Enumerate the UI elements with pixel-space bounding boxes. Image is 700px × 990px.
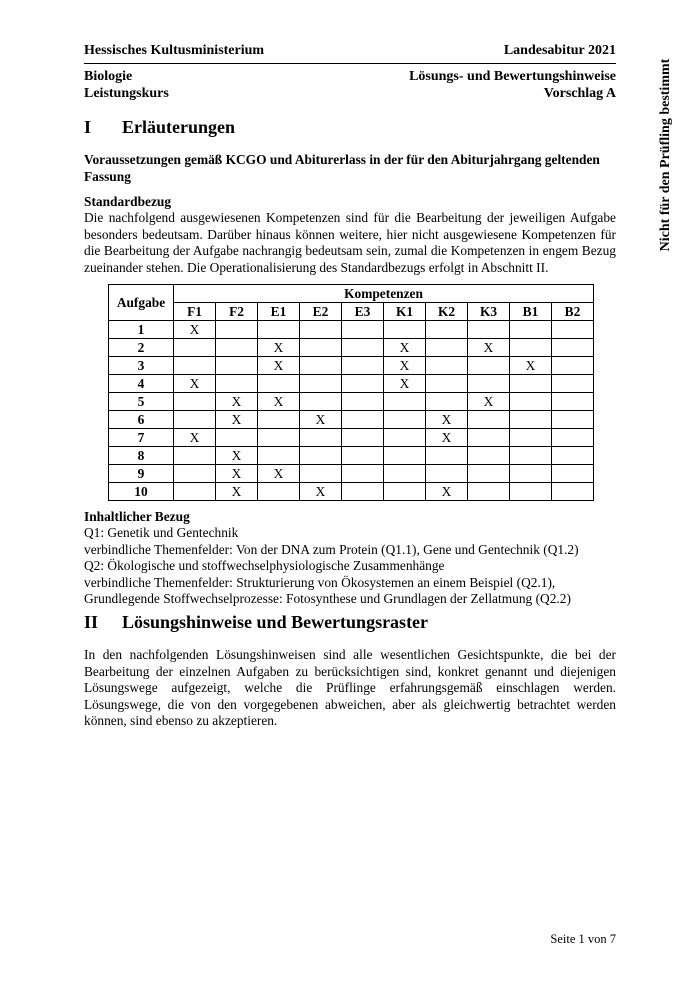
- prerequisites: Voraussetzungen gemäß KCGO und Abiturerlass in der für den Abiturjahrgang geltenden Fassung: [84, 152, 600, 184]
- competency-cell: X: [174, 375, 216, 393]
- competency-cell: [174, 447, 216, 465]
- competency-cell: [468, 429, 510, 447]
- competency-cell: [468, 321, 510, 339]
- competency-cell: [468, 375, 510, 393]
- column-header-row: [109, 303, 594, 321]
- competency-cell: [468, 483, 510, 501]
- competency-cell: [510, 465, 552, 483]
- competency-cell: [468, 357, 510, 375]
- competency-cell: [174, 411, 216, 429]
- table-row: [109, 357, 594, 375]
- section1-title: Erläuterungen: [122, 117, 236, 137]
- competency-cell: [300, 357, 342, 375]
- competency-table: [108, 284, 594, 501]
- competency-cell: [426, 393, 468, 411]
- competency-cell: [552, 429, 594, 447]
- competency-cell: X: [300, 411, 342, 429]
- competency-cell: X: [216, 447, 258, 465]
- content-line-2: verbindliche Themenfelder: Von der DNA zum Protein (Q1.1), Gene und Gentechnik (Q1.2): [84, 541, 579, 557]
- task-number: 6: [109, 411, 174, 429]
- competency-cell: [300, 465, 342, 483]
- column-header: K2: [426, 303, 468, 321]
- competency-cell: X: [300, 483, 342, 501]
- content-line-4: verbindliche Themenfelder: Strukturierung von Ökosystemen an einem Beispiel (Q2.1), Grundlegende Stoffwechselprozesse: Fotosynthese und Grundlagen der Zellatmung (Q2.2): [84, 574, 571, 606]
- competency-cell: X: [258, 357, 300, 375]
- content-line-3: Q2: Ökologische und stoffwechselphysiologische Zusammenhänge: [84, 558, 445, 573]
- competency-cell: [552, 339, 594, 357]
- competency-cell: [342, 483, 384, 501]
- competency-cell: [342, 447, 384, 465]
- column-header: F2: [216, 303, 258, 321]
- competency-cell: [510, 411, 552, 429]
- competency-cell: X: [258, 465, 300, 483]
- competency-cell: X: [258, 339, 300, 357]
- course-level: Leistungskurs: [84, 86, 169, 101]
- competency-cell: X: [384, 339, 426, 357]
- competency-cell: [258, 411, 300, 429]
- competency-cell: [384, 465, 426, 483]
- standard-heading: Standardbezug: [84, 194, 172, 209]
- competency-cell: [342, 375, 384, 393]
- table-row: [109, 321, 594, 339]
- section1-heading: [84, 117, 235, 138]
- competency-cell: X: [468, 393, 510, 411]
- table-row: [109, 411, 594, 429]
- competency-cell: [258, 375, 300, 393]
- competency-cell: [216, 429, 258, 447]
- competency-cell: X: [174, 321, 216, 339]
- competency-cell: [342, 339, 384, 357]
- competency-cell: [216, 357, 258, 375]
- competency-cell: [552, 393, 594, 411]
- competency-cell: [342, 465, 384, 483]
- competency-cell: [174, 357, 216, 375]
- col-header-group: Kompetenzen: [174, 285, 594, 303]
- task-number: 3: [109, 357, 174, 375]
- column-header: E3: [342, 303, 384, 321]
- competency-cell: X: [426, 483, 468, 501]
- competency-cell: [300, 393, 342, 411]
- competency-cell: X: [510, 357, 552, 375]
- section2-heading: [84, 612, 428, 633]
- column-header: E2: [300, 303, 342, 321]
- competency-cell: [426, 321, 468, 339]
- competency-cell: [258, 429, 300, 447]
- competency-cell: [300, 447, 342, 465]
- competency-cell: [552, 375, 594, 393]
- competency-cell: [384, 321, 426, 339]
- table-row: [109, 447, 594, 465]
- competency-cell: [384, 483, 426, 501]
- competency-cell: [510, 393, 552, 411]
- competency-cell: [510, 339, 552, 357]
- competency-cell: [384, 447, 426, 465]
- competency-cell: [426, 375, 468, 393]
- competency-cell: [300, 339, 342, 357]
- proposal: Vorschlag A: [543, 86, 616, 101]
- competency-cell: [468, 411, 510, 429]
- competency-cell: [426, 357, 468, 375]
- competency-cell: X: [216, 483, 258, 501]
- competency-cell: [384, 393, 426, 411]
- competency-cell: [216, 321, 258, 339]
- page-header: [84, 42, 616, 102]
- subject: Biologie: [84, 69, 133, 84]
- competency-cell: [510, 447, 552, 465]
- competency-cell: [468, 447, 510, 465]
- competency-cell: [174, 339, 216, 357]
- competency-cell: [510, 321, 552, 339]
- exam-name: Landesabitur 2021: [503, 43, 616, 58]
- competency-cell: [342, 321, 384, 339]
- competency-cell: [300, 375, 342, 393]
- col-header-task: Aufgabe: [109, 285, 174, 321]
- competency-cell: [426, 339, 468, 357]
- competency-cell: X: [216, 465, 258, 483]
- competency-cell: [552, 447, 594, 465]
- section2-title: Lösungshinweise und Bewertungsraster: [122, 612, 429, 632]
- competency-cell: [300, 429, 342, 447]
- competency-cell: [510, 375, 552, 393]
- table-row: [109, 375, 594, 393]
- doc-type: Lösungs- und Bewertungshinweise: [409, 69, 616, 84]
- section1-number: I: [84, 117, 92, 137]
- competency-cell: [258, 321, 300, 339]
- competency-cell: [342, 411, 384, 429]
- competency-cell: X: [426, 429, 468, 447]
- competency-cell: X: [174, 429, 216, 447]
- side-note: Nicht für den Prüfling bestimmt: [658, 58, 673, 252]
- competency-cell: X: [468, 339, 510, 357]
- competency-cell: [174, 465, 216, 483]
- competency-cell: [384, 411, 426, 429]
- competency-cell: X: [216, 393, 258, 411]
- ministry-name: Hessisches Kultusministerium: [84, 43, 265, 58]
- task-number: 10: [109, 483, 174, 501]
- competency-cell: [510, 429, 552, 447]
- column-header: K3: [468, 303, 510, 321]
- task-number: 8: [109, 447, 174, 465]
- standard-text: Die nachfolgend ausgewiesenen Kompetenzen sind für die Bearbeitung der jeweiligen Aufgabe besonders bedeutsam. Darüber hinaus können weitere, hier nicht ausgewiesene Kompetenzen für die Bearbeitung der Aufgabe nachrangig bedeutsam sein, zumal die Kompetenzen in engem Bezug zueinander stehen. Die Operationalisierung des Standardbezugs erfolgt in Abschnitt II.: [84, 210, 616, 275]
- competency-cell: [342, 429, 384, 447]
- competency-cell: [258, 483, 300, 501]
- competency-cell: [552, 465, 594, 483]
- table-row: [109, 483, 594, 501]
- column-header: K1: [384, 303, 426, 321]
- table-row: [109, 429, 594, 447]
- competency-cell: [468, 465, 510, 483]
- column-header: E1: [258, 303, 300, 321]
- competency-cell: X: [384, 375, 426, 393]
- competency-cell: X: [384, 357, 426, 375]
- task-number: 5: [109, 393, 174, 411]
- competency-cell: [174, 483, 216, 501]
- competency-cell: [552, 321, 594, 339]
- table-row: [109, 465, 594, 483]
- competency-cell: [426, 465, 468, 483]
- competency-cell: [510, 483, 552, 501]
- competency-cell: [174, 393, 216, 411]
- competency-cell: X: [258, 393, 300, 411]
- competency-cell: [342, 393, 384, 411]
- competency-cell: [342, 357, 384, 375]
- task-number: 9: [109, 465, 174, 483]
- competency-cell: [300, 321, 342, 339]
- task-number: 1: [109, 321, 174, 339]
- task-number: 4: [109, 375, 174, 393]
- table-body: [109, 321, 594, 501]
- page-number: Seite 1 von 7: [550, 932, 616, 946]
- content-line-1: Q1: Genetik und Gentechnik: [84, 525, 239, 540]
- competency-cell: [552, 483, 594, 501]
- content-heading: Inhaltlicher Bezug: [84, 509, 190, 524]
- column-header: B1: [510, 303, 552, 321]
- competency-cell: [216, 339, 258, 357]
- competency-cell: [258, 447, 300, 465]
- header-rule: [84, 63, 616, 64]
- table-row: [109, 393, 594, 411]
- table-row: [109, 339, 594, 357]
- competency-cell: [552, 357, 594, 375]
- competency-cell: [384, 429, 426, 447]
- section2-number: II: [84, 612, 99, 632]
- competency-cell: [426, 447, 468, 465]
- column-header: B2: [552, 303, 594, 321]
- column-header: F1: [174, 303, 216, 321]
- task-number: 7: [109, 429, 174, 447]
- section2-text: In den nachfolgenden Lösungshinweisen sind alle wesentlichen Gesichtspunkte, die bei der Bearbeitung der einzelnen Aufgaben zu berücksichtigen sind, konkret genannt und diejenigen Lösungswege aufgezeigt, welche die Prüflinge erfahrungsgemäß einschlagen werden. Lösungswege, die von den vorgegebenen abweichen, aber als gleichwertig betrachtet werden können, sind ebenso zu akzeptieren.: [84, 647, 616, 728]
- competency-cell: X: [426, 411, 468, 429]
- task-number: 2: [109, 339, 174, 357]
- competency-cell: X: [216, 411, 258, 429]
- competency-cell: [216, 375, 258, 393]
- competency-cell: [552, 411, 594, 429]
